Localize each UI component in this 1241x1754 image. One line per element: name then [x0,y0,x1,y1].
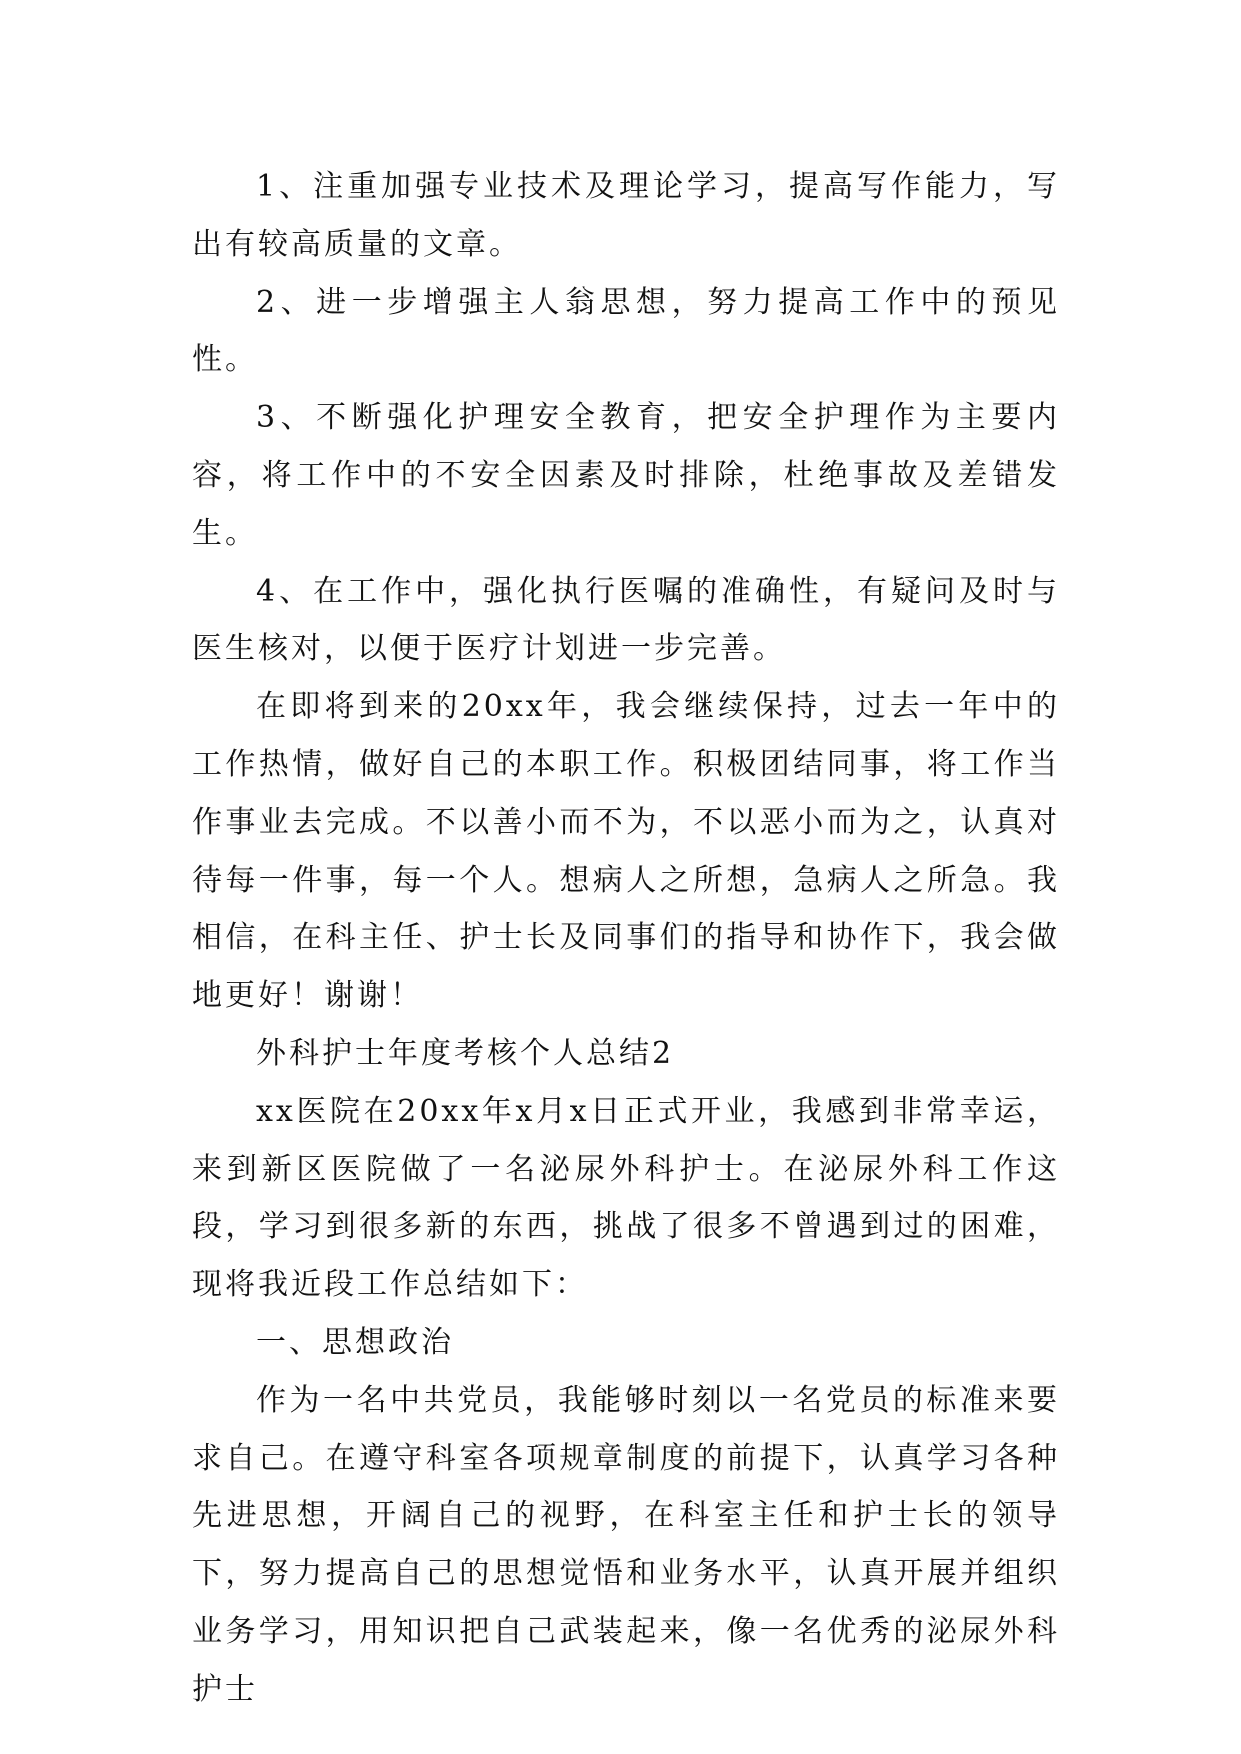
subsection-heading: 一、思想政治 [256,1324,454,1360]
list-item-1: 1、注重加强专业技术及理论学习，提高写作能力，写出有较高质量的文章。 [192,169,1060,262]
body-paragraph: 作为一名中共党员，我能够时刻以一名党员的标准来要求自己。在遵守科室各项规章制度的前提下，认真学习各种先进思想，开阔自己的视野，在科室主任和护士长的领导下，努力提高自己的思想觉悟和业务水平，认真开展并组织业务学习，用知识把自己武装起来，像一名优秀的泌尿外科护士 [192,1382,1060,1707]
list-item-2: 2、进一步增强主人翁思想，努力提高工作中的预见性。 [192,284,1060,378]
list-item-4: 4、在工作中，强化执行医嘱的准确性，有疑问及时与医生核对，以便于医疗计划进一步完善。 [192,573,1060,667]
intro-paragraph: xx医院在20xx年x月x日正式开业，我感到非常幸运，来到新区医院做了一名泌尿外科护士。在泌尿外科工作这段，学习到很多新的东西，挑战了很多不曾遇到过的困难，现将我近段工作总结如下： [192,1093,1060,1303]
document-page [192,158,1060,1719]
section-title: 外科护士年度考核个人总结2 [256,1035,675,1071]
list-item-3: 3、不断强化护理安全教育，把安全护理作为主要内容，将工作中的不安全因素及时排除，杜绝事故及差错发生。 [192,400,1060,551]
closing-paragraph: 在即将到来的20xx年，我会继续保持，过去一年中的工作热情，做好自己的本职工作。积极团结同事，将工作当作事业去完成。不以善小而不为，不以恶小而为之，认真对待每一件事，每一个人。想病人之所想，急病人之所急。我相信，在科主任、护士长及同事们的指导和协作下，我会做地更好！谢谢！ [192,689,1060,1014]
